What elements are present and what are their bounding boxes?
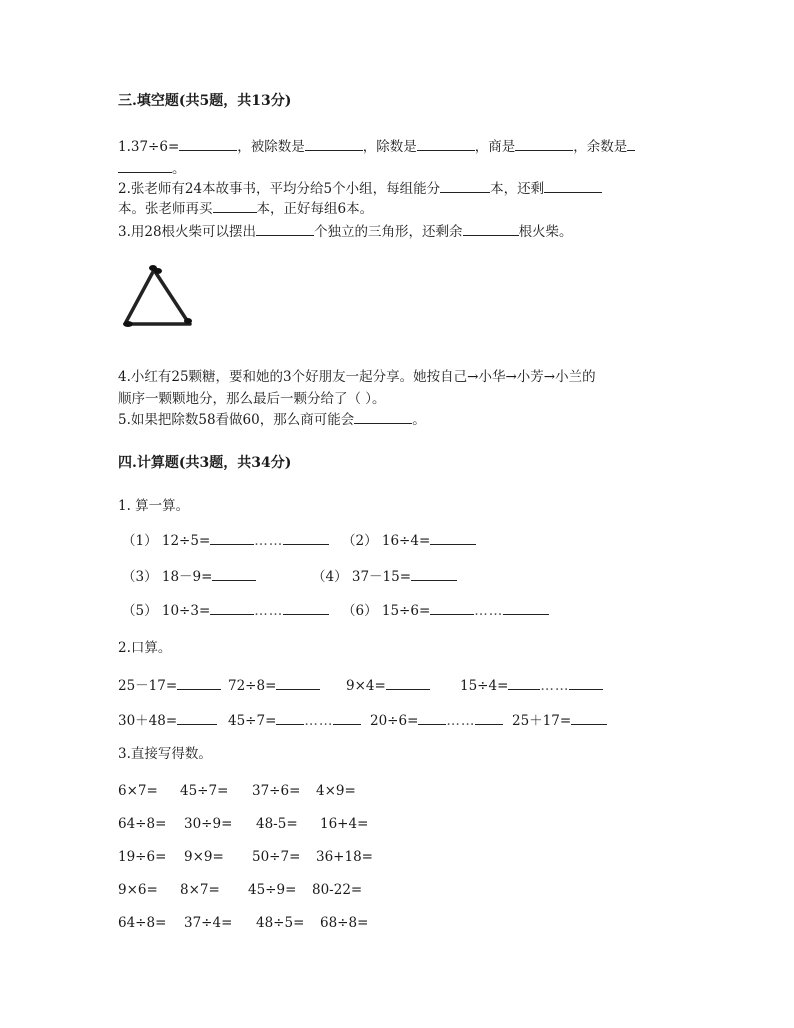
question-3-text-c: 根火柴。 xyxy=(518,224,573,240)
question-1-text-f: 。 xyxy=(172,161,186,177)
question-5 xyxy=(118,411,426,429)
part-3-title: 3.直接写得数。 xyxy=(118,746,212,762)
question-4: 4.小红有25颗糖，要和她的3个好朋友一起分享。她按自己→小华→小芳→小兰的 xyxy=(118,369,596,385)
oral-item xyxy=(460,677,603,695)
oral-item-label: 25＋17= xyxy=(512,713,572,729)
question-1-text-c: ，除数是 xyxy=(362,139,417,155)
answer-blank[interactable] xyxy=(503,602,549,615)
oral-item xyxy=(228,677,320,695)
direct-item: 16+4= xyxy=(320,816,369,832)
calc-item-3 xyxy=(122,568,256,586)
question-2 xyxy=(118,180,602,198)
answer-blank[interactable] xyxy=(177,712,217,725)
answer-blank[interactable] xyxy=(283,602,329,615)
direct-item: 30÷9= xyxy=(184,816,233,832)
oral-item xyxy=(228,712,361,730)
remainder-dots: …… xyxy=(304,713,334,729)
question-4-cont: 顺序一颗颗地分，那么最后一颗分给了（ ）。 xyxy=(118,391,386,407)
direct-item: 80-22= xyxy=(312,882,363,898)
answer-blank[interactable] xyxy=(475,712,503,725)
oral-item-label: 30＋48= xyxy=(118,713,178,729)
question-1-cont xyxy=(118,160,186,178)
oral-item xyxy=(512,712,607,730)
answer-blank[interactable] xyxy=(386,677,430,690)
calc-item-4 xyxy=(312,568,457,586)
answer-blank[interactable] xyxy=(544,180,602,193)
question-2-text-a: 2.张老师有24本故事书，平均分给5个小组，每组能分 xyxy=(118,181,441,197)
answer-blank[interactable] xyxy=(210,532,254,545)
answer-blank[interactable] xyxy=(411,568,457,581)
calc-item-6 xyxy=(342,602,549,620)
direct-item: 37÷4= xyxy=(184,915,233,931)
question-3 xyxy=(118,223,573,241)
question-5-text-b: 。 xyxy=(412,412,426,428)
section-title-fill-in: 三.填空题(共5题，共13分) xyxy=(118,93,292,109)
oral-item xyxy=(118,712,217,730)
calc-item-label: （5） 10÷3= xyxy=(122,603,211,619)
part-2-title: 2.口算。 xyxy=(118,640,172,656)
answer-blank[interactable] xyxy=(430,602,474,615)
answer-blank[interactable] xyxy=(118,160,172,173)
question-2-text-d: 本，正好每组6本。 xyxy=(256,201,374,217)
answer-blank[interactable] xyxy=(430,532,476,545)
direct-item: 50÷7= xyxy=(252,849,301,865)
remainder-dots: …… xyxy=(254,603,284,619)
calc-item-label: （3） 18－9= xyxy=(122,569,213,585)
oral-item-label: 25－17= xyxy=(118,678,178,694)
direct-item: 45÷7= xyxy=(180,783,229,799)
section-title-calculation: 四.计算题(共3题，共34分) xyxy=(118,455,292,471)
calc-item-1 xyxy=(122,532,329,550)
calc-item-2 xyxy=(342,532,476,550)
question-2-text-b: 本，还剩 xyxy=(490,181,545,197)
answer-blank[interactable] xyxy=(210,602,254,615)
answer-blank[interactable] xyxy=(508,677,540,690)
question-3-text-b: 个独立的三角形，还剩余 xyxy=(314,224,463,240)
calc-item-5 xyxy=(122,602,329,620)
question-1 xyxy=(118,138,635,156)
question-3-text-a: 3.用28根火柴可以摆出 xyxy=(118,224,257,240)
answer-blank[interactable] xyxy=(571,712,607,725)
question-1-text-e: ，余数是 xyxy=(573,139,628,155)
remainder-dots: …… xyxy=(474,603,504,619)
question-1-text-d: ，商是 xyxy=(474,139,516,155)
answer-blank[interactable] xyxy=(627,138,635,151)
oral-item-label: 15÷4= xyxy=(460,678,509,694)
direct-item: 8×7= xyxy=(180,882,220,898)
question-1-text-a: 1.37÷6= xyxy=(118,139,180,155)
question-1-text-b: ，被除数是 xyxy=(237,139,305,155)
oral-item xyxy=(118,677,221,695)
remainder-dots: …… xyxy=(540,678,570,694)
answer-blank[interactable] xyxy=(463,223,519,236)
question-5-text-a: 5.如果把除数58看做60，那么商可能会 xyxy=(118,412,355,428)
direct-item: 37÷6= xyxy=(252,783,301,799)
part-1-title: 1. 算一算。 xyxy=(118,498,190,514)
answer-blank[interactable] xyxy=(179,138,237,151)
oral-item-label: 45÷7= xyxy=(228,713,277,729)
answer-blank[interactable] xyxy=(440,180,490,193)
direct-item: 19÷6= xyxy=(118,849,167,865)
direct-item: 68÷8= xyxy=(320,915,369,931)
answer-blank[interactable] xyxy=(256,223,314,236)
answer-blank[interactable] xyxy=(569,677,603,690)
answer-blank[interactable] xyxy=(276,677,320,690)
direct-item: 64÷8= xyxy=(118,915,167,931)
oral-item xyxy=(370,712,503,730)
answer-blank[interactable] xyxy=(283,532,329,545)
answer-blank[interactable] xyxy=(213,200,257,213)
oral-item-label: 9×4= xyxy=(346,678,386,694)
calc-item-label: （2） 16÷4= xyxy=(342,533,431,549)
oral-item-label: 20÷6= xyxy=(370,713,419,729)
calc-item-label: （6） 15÷6= xyxy=(342,603,431,619)
matchstick-triangle-image xyxy=(116,258,200,334)
answer-blank[interactable] xyxy=(515,138,573,151)
direct-item: 48÷5= xyxy=(256,915,305,931)
direct-item: 6×7= xyxy=(118,783,158,799)
direct-item: 9×9= xyxy=(184,849,224,865)
remainder-dots: …… xyxy=(446,713,476,729)
oral-item-label: 72÷8= xyxy=(228,678,277,694)
direct-item: 4×9= xyxy=(316,783,356,799)
direct-item: 48-5= xyxy=(256,816,298,832)
calc-item-label: （4） 37－15= xyxy=(312,569,412,585)
answer-blank[interactable] xyxy=(418,712,446,725)
direct-item: 64÷8= xyxy=(118,816,167,832)
direct-item: 36+18= xyxy=(316,849,373,865)
question-2-cont xyxy=(118,200,373,218)
answer-blank[interactable] xyxy=(417,138,475,151)
answer-blank[interactable] xyxy=(212,568,256,581)
direct-item: 9×6= xyxy=(118,882,158,898)
answer-blank[interactable] xyxy=(177,677,221,690)
oral-item xyxy=(346,677,430,695)
answer-blank[interactable] xyxy=(354,411,412,424)
answer-blank[interactable] xyxy=(333,712,361,725)
answer-blank[interactable] xyxy=(305,138,363,151)
remainder-dots: …… xyxy=(254,533,284,549)
question-2-text-c: 本。张老师再买 xyxy=(118,201,213,217)
calc-item-label: （1） 12÷5= xyxy=(122,533,211,549)
direct-item: 45÷9= xyxy=(248,882,297,898)
answer-blank[interactable] xyxy=(276,712,304,725)
